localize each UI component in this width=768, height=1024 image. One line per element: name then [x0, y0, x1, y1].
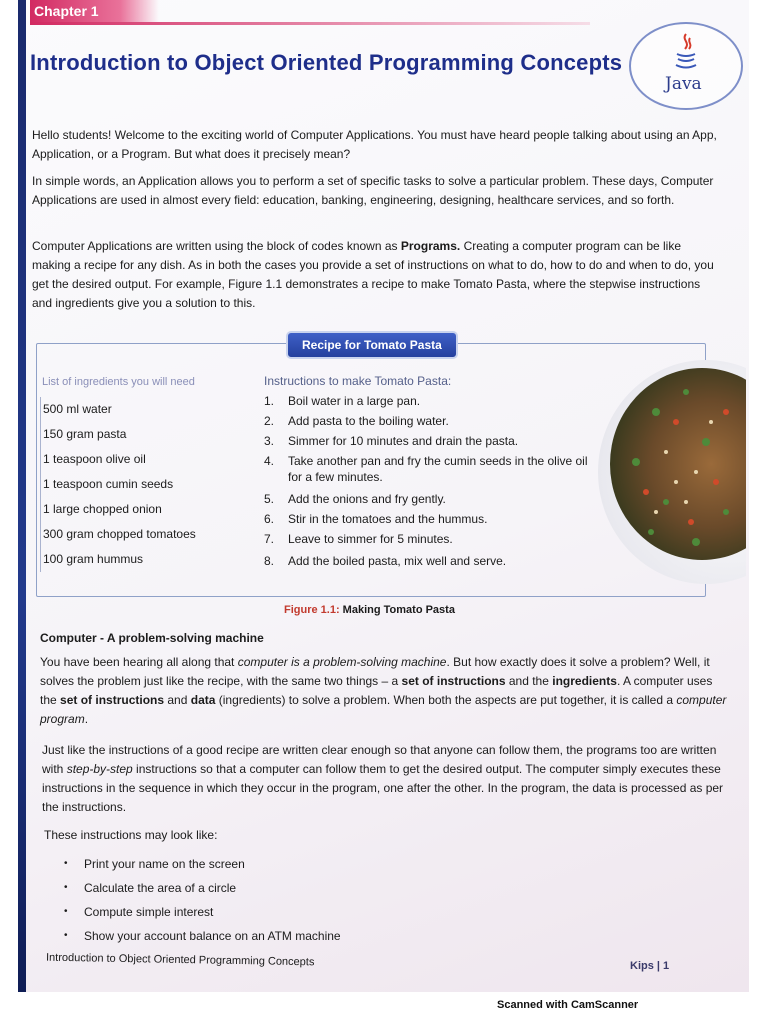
- instruction-text: Add the boiled pasta, mix well and serve.: [288, 554, 507, 568]
- textbook-page: [18, 0, 749, 992]
- ingredient-item: 1 large chopped onion: [43, 502, 162, 516]
- bullet-icon: •: [64, 930, 68, 941]
- italic-term: computer program: [40, 693, 727, 726]
- intro-paragraph-3-c: Creating a computer program can be like making a recipe for any dish. As in both the cases you provide a set of instructions on what to do, how to do and when to do, you get the desired output. For example, Figure 1.1 demonstrates a recipe to make Tomato Pasta, where the stepwise instructions and ingredients give you a solution to this.: [32, 239, 714, 310]
- instruction-step: [264, 531, 594, 547]
- instruction-step: [264, 511, 594, 527]
- text-run: (ingredients) to solve a problem. When both the aspects are put together, it is called a: [215, 693, 677, 707]
- page-number: Kips | 1: [630, 960, 670, 972]
- instruction-step: [264, 433, 594, 449]
- intro-paragraph-2: In simple words, an Application allows you to perform a set of specific tasks to solve a particular problem. These days, Computer Applications are used in almost every field: education, banking, engineering, designing, healthcare services, and so forth.: [32, 174, 714, 207]
- recipe-title-badge: Recipe for Tomato Pasta: [286, 331, 458, 359]
- instruction-step: [264, 491, 594, 507]
- ingredient-item: 500 ml water: [43, 402, 112, 416]
- bold-term: set of instructions: [401, 674, 506, 688]
- bullet-item: [64, 903, 341, 927]
- text-run: and: [164, 693, 191, 707]
- instruction-text: Stir in the tomatoes and the hummus.: [288, 512, 488, 526]
- chapter-rule: [30, 22, 590, 25]
- bullet-icon: •: [64, 882, 68, 893]
- chapter-tab: Chapter 1: [30, 0, 159, 22]
- ingredient-item: 1 teaspoon olive oil: [43, 452, 146, 466]
- pasta-dish-photo: [596, 352, 746, 592]
- java-logo: [629, 22, 743, 110]
- example-instructions-list: [64, 855, 341, 951]
- bullet-text: Compute simple interest: [84, 905, 214, 919]
- instruction-number: 3.: [264, 434, 275, 448]
- instruction-number: 8.: [264, 554, 275, 568]
- italic-term: computer is a problem-solving machine: [237, 655, 447, 669]
- bullet-text: Calculate the area of a circle: [84, 881, 237, 895]
- intro-paragraph-3-a: Computer Applications are written using the block of codes known as: [32, 239, 401, 253]
- page-left-bar: [18, 0, 26, 992]
- ingredients-list: [40, 397, 241, 572]
- instruction-text: Take another pan and fry the cumin seeds in the olive oil for a few minutes.: [288, 454, 588, 484]
- text-run: and the: [505, 674, 553, 688]
- bullet-item: [64, 879, 341, 903]
- bullet-item: [64, 855, 341, 879]
- instruction-step: [264, 413, 594, 429]
- text-run: You have been hearing all along that: [40, 655, 238, 669]
- instruction-number: 1.: [264, 394, 275, 408]
- bold-term: ingredients: [552, 674, 617, 688]
- bold-term: set of instructions: [60, 693, 165, 707]
- instruction-step: [264, 453, 594, 485]
- ingredient-item: 1 teaspoon cumin seeds: [43, 477, 174, 491]
- ingredient-item: 300 gram chopped tomatoes: [43, 527, 196, 541]
- programs-term: Programs.: [400, 239, 461, 253]
- ingredients-heading: List of ingredients you will need: [42, 376, 195, 388]
- text-run: . A computer uses the: [40, 674, 713, 707]
- bold-term: data: [190, 693, 216, 707]
- ingredient-item: 100 gram hummus: [43, 552, 144, 566]
- java-logo-text: Java: [665, 74, 702, 94]
- instruction-number: 6.: [264, 512, 275, 526]
- instruction-number: 4.: [264, 454, 275, 468]
- text-run: .: [84, 712, 89, 726]
- section-paragraph-2: [42, 741, 730, 817]
- instruction-step: [264, 393, 594, 409]
- instruction-text: Add the onions and fry gently.: [288, 492, 446, 506]
- figure-caption-text: Making Tomato Pasta: [339, 604, 455, 616]
- intro-paragraph-1: Hello students! Welcome to the exciting world of Computer Applications. You must have heard people talking about using an App, Application, or a Program. But what does it precisely mean?: [32, 128, 717, 161]
- bullet-text: Show your account balance on an ATM machine: [84, 929, 341, 943]
- instruction-number: 5.: [264, 492, 275, 506]
- ingredient-item: 150 gram pasta: [43, 427, 127, 441]
- section-paragraph-1: [40, 653, 728, 729]
- page-title: Introduction to Object Oriented Programming Concepts: [30, 50, 623, 75]
- instruction-text: Leave to simmer for 5 minutes.: [288, 532, 453, 546]
- instructions-heading: Instructions to make Tomato Pasta:: [264, 374, 452, 388]
- figure-label: Figure 1.1:: [284, 604, 340, 616]
- scanner-watermark: Scanned with CamScanner: [497, 999, 639, 1011]
- figure-caption: [284, 604, 455, 616]
- bullet-item: [64, 927, 341, 951]
- bullet-icon: •: [64, 906, 68, 917]
- text-run: instructions so that a computer can follow them to get the desired output. The computer simply executes these instructions in the sequence in which they occur in the program, one after the other. In the program, the data is processed as per the instructions.: [42, 762, 724, 814]
- text-run: Just like the instructions of a good recipe are written clear enough so that anyone can follow them, the programs too are written with: [42, 743, 717, 776]
- instruction-number: 2.: [264, 414, 275, 428]
- italic-term: step-by-step: [66, 762, 133, 776]
- java-cup-icon: [673, 32, 699, 72]
- section-heading: Computer - A problem-solving machine: [40, 631, 264, 645]
- text-run: . But how exactly does it solve a problem? Well, it solves the problem just like the recipe, with the same two things – a: [40, 655, 710, 688]
- instructions-list: [264, 393, 594, 569]
- bullet-text: Print your name on the screen: [84, 857, 245, 871]
- instructions-lead: These instructions may look like:: [44, 828, 218, 842]
- instruction-text: Add pasta to the boiling water.: [288, 414, 449, 428]
- instruction-text: Boil water in a large pan.: [288, 394, 421, 408]
- footer-title: Introduction to Object Oriented Programming Concepts: [45, 951, 315, 969]
- instruction-step: [264, 553, 594, 569]
- instruction-number: 7.: [264, 532, 275, 546]
- intro-paragraph-3: [32, 237, 722, 313]
- bullet-icon: •: [64, 858, 68, 869]
- instruction-text: Simmer for 10 minutes and drain the pasta.: [288, 434, 519, 448]
